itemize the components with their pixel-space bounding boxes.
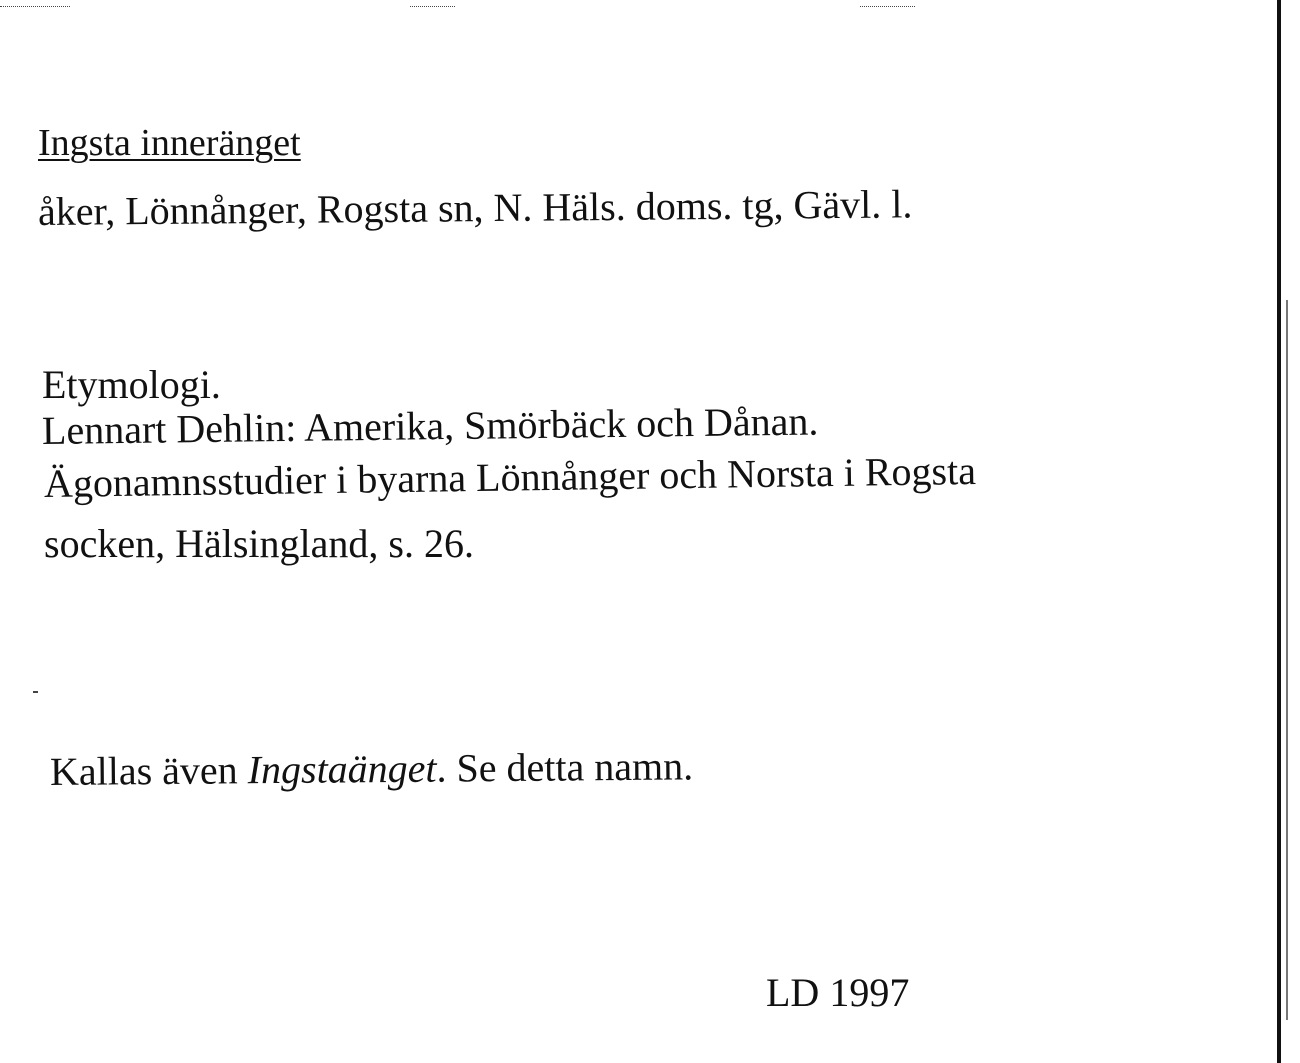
card-edge-shadow bbox=[1286, 300, 1288, 1020]
cross-reference-note bbox=[49, 743, 694, 794]
headword: Ingsta inneränget bbox=[38, 122, 301, 164]
etymology-heading: Etymologi. bbox=[42, 362, 221, 407]
etymology-source-line-2: Ägonamnsstudier i byarna Lönnånger och Norsta i Rogsta bbox=[43, 447, 977, 506]
scan-dots-center bbox=[410, 6, 455, 8]
note-prefix: Kallas även bbox=[49, 747, 248, 794]
definition-line: åker, Lönnånger, Rogsta sn, N. Häls. doms. tg, Gävl. l. bbox=[37, 181, 913, 234]
author-signature: LD 1997 bbox=[766, 970, 910, 1015]
card-right-edge bbox=[1277, 0, 1281, 1063]
note-referenced-name: Ingstaänget bbox=[247, 745, 437, 793]
note-suffix: . Se detta namn. bbox=[436, 743, 694, 791]
scan-dots-right bbox=[860, 6, 915, 8]
scan-dots-left bbox=[0, 6, 70, 8]
etymology-source-line-3: socken, Hälsingland, s. 26. bbox=[44, 521, 474, 566]
etymology-source-line-1: Lennart Dehlin: Amerika, Smörbäck och Dånan. bbox=[41, 398, 819, 453]
scan-speck bbox=[33, 691, 38, 693]
